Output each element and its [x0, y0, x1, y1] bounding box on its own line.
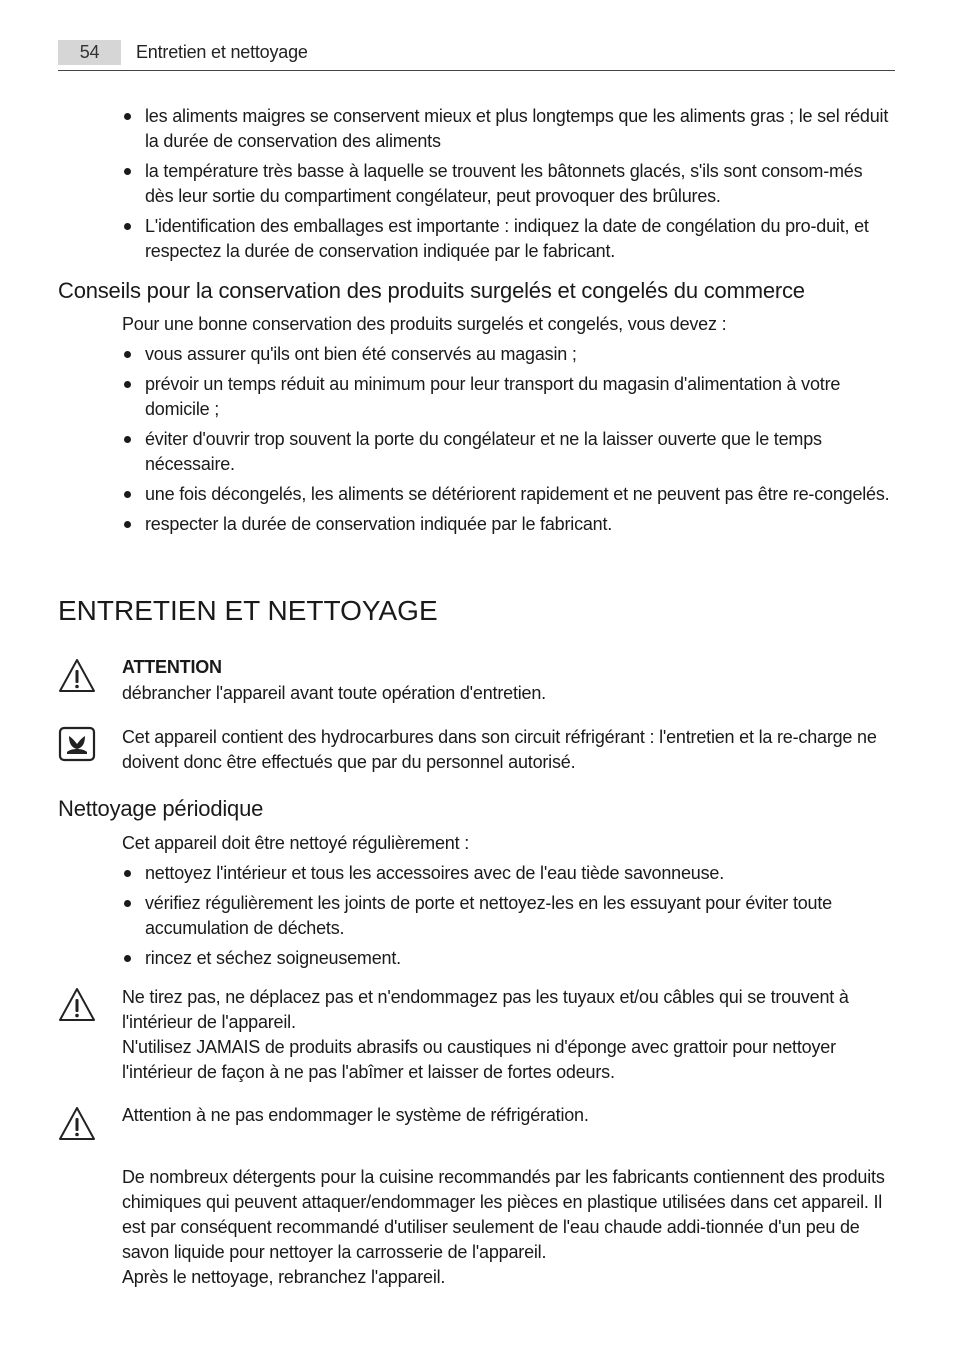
environment-icon [58, 726, 96, 762]
warning-pipes-line1: Ne tirez pas, ne déplacez pas et n'endommagez pas les tuyaux et/ou câbles qui se trouvent à l'intérieur de l'appareil. [122, 987, 849, 1032]
page-header [58, 40, 895, 71]
tips-heading: Conseils pour la conservation des produits surgelés et congelés du commerce [58, 278, 805, 303]
list-item: vérifiez régulièrement les joints de porte et nettoyez-les en les essuyant pour éviter toute accumulation de déchets. [122, 891, 895, 941]
warning-cooling-text: Attention à ne pas endommager le système de réfrigération. [122, 1105, 589, 1125]
detergents-paragraph: De nombreux détergents pour la cuisine recommandés par les fabricants contiennent des produits chimiques qui peuvent attaquer/endommager les pièces en plastique utilisées dans cet appareil. Il est par conséquent recommandé d'utiliser seulement de l'eau chaude addi-tionnée d'un peu de savon liquide pour nettoyer la carrosserie de l'appareil. [122, 1167, 885, 1262]
list-item: la température très basse à laquelle se trouvent les bâtonnets glacés, s'ils sont consom-més dès leur sortie du compartiment congélateur, peut provoquer des brûlures. [122, 159, 895, 209]
periodic-bullet-list [122, 861, 895, 976]
intro-bullet-list [122, 104, 895, 269]
list-item: les aliments maigres se conservent mieux et plus longtemps que les aliments gras ; le sel réduit la durée de conservation des aliments [122, 104, 895, 154]
list-item: nettoyez l'intérieur et tous les accessoires avec de l'eau tiède savonneuse. [122, 861, 895, 886]
list-item: une fois décongelés, les aliments se détériorent rapidement et ne peuvent pas être re-congelés. [122, 482, 895, 507]
warning-triangle-icon [58, 987, 96, 1023]
list-item: rincez et séchez soigneusement. [122, 946, 895, 971]
tips-bullet-list [122, 342, 895, 542]
final-line: Après le nettoyage, rebranchez l'appareil. [122, 1267, 446, 1287]
page-number: 54 [58, 40, 121, 65]
list-item: éviter d'ouvrir trop souvent la porte du congélateur et ne la laisser ouverte que le temps nécessaire. [122, 427, 895, 477]
list-item: respecter la durée de conservation indiquée par le fabricant. [122, 512, 895, 537]
warning-triangle-icon [58, 1106, 96, 1142]
environment-text: Cet appareil contient des hydrocarbures dans son circuit réfrigérant : l'entretien et la re-charge ne doivent donc être effectués que par du personnel autorisé. [122, 727, 877, 772]
main-heading: ENTRETIEN ET NETTOYAGE [58, 595, 438, 626]
list-item: vous assurer qu'ils ont bien été conservés au magasin ; [122, 342, 895, 367]
attention-text: débrancher l'appareil avant toute opération d'entretien. [122, 683, 546, 703]
tips-intro: Pour une bonne conservation des produits surgelés et congelés, vous devez : [122, 314, 727, 334]
list-item: L'identification des emballages est importante : indiquez la date de congélation du pro-duit, et respectez la durée de conservation indiquée par le fabricant. [122, 214, 895, 264]
attention-title: ATTENTION [122, 657, 222, 677]
warning-pipes-line2: N'utilisez JAMAIS de produits abrasifs ou caustiques ni d'éponge avec grattoir pour nettoyer l'intérieur de façon à ne pas l'abîmer et laisser de fortes odeurs. [122, 1037, 836, 1082]
periodic-intro: Cet appareil doit être nettoyé régulièrement : [122, 833, 470, 853]
periodic-heading: Nettoyage périodique [58, 796, 264, 821]
warning-triangle-icon [58, 658, 96, 694]
header-title: Entretien et nettoyage [136, 42, 308, 62]
list-item: prévoir un temps réduit au minimum pour leur transport du magasin d'alimentation à votre domicile ; [122, 372, 895, 422]
